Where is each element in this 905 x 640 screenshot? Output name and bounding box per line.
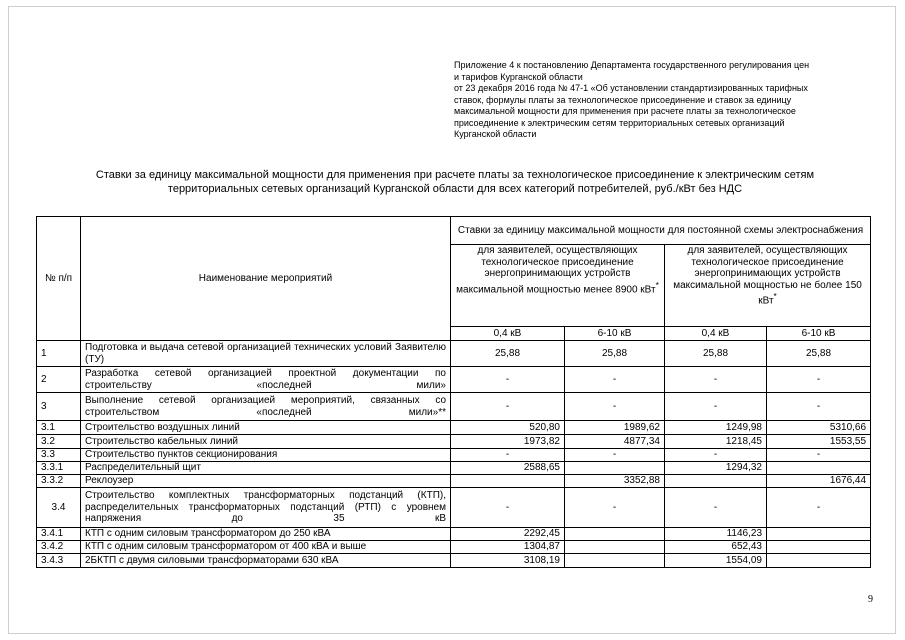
row-number: 3.2 [37, 435, 81, 449]
header-note [454, 60, 894, 141]
footnote-mark: * [773, 291, 777, 301]
rate-value: 520,80 [451, 421, 565, 435]
rate-value: 1973,82 [451, 435, 565, 449]
voltage-header: 6-10 кВ [565, 327, 665, 341]
voltage-header: 6-10 кВ [767, 327, 871, 341]
rate-value: 4877,34 [565, 435, 665, 449]
document-title-line: Ставки за единицу максимальной мощности для применения при расчете платы за технологическое присоединение к электрическим сетям [95, 169, 815, 181]
rate-value: 1554,09 [665, 554, 767, 568]
subheader-text: для заявителей, осуществляющих технологическое присоединение энергопринимающих устройств максимальной мощностью менее 8900 кВт [456, 245, 656, 295]
rate-value: 25,88 [665, 341, 767, 367]
row-number: 3.4.1 [37, 528, 81, 541]
rate-value: 652,43 [665, 541, 767, 554]
footnote-mark: * [655, 279, 659, 290]
rate-value [451, 475, 565, 488]
subheader-capacity-8900 [451, 245, 665, 327]
rate-value: - [451, 449, 565, 462]
rate-value: 25,88 [451, 341, 565, 367]
page-number: 9 [868, 594, 873, 605]
column-header-number: № п/п [37, 217, 81, 341]
rate-value: - [565, 367, 665, 393]
row-number: 3.3.1 [37, 462, 81, 475]
header-note-line: Курганской области [454, 129, 537, 139]
row-name: Выполнение сетевой организацией мероприятий, связанных со строительством «последней мили»** [81, 393, 451, 421]
header-note-line: ставок, формулы платы за технологическое присоединение и ставок за единицу [454, 94, 792, 105]
row-number: 2 [37, 367, 81, 393]
table-row [37, 462, 871, 475]
table-row [37, 488, 871, 528]
column-header-name: Наименование мероприятий [81, 217, 451, 341]
group-header: Ставки за единицу максимальной мощности для постоянной схемы электроснабжения [451, 217, 871, 245]
rate-value: - [665, 488, 767, 528]
row-number: 1 [37, 341, 81, 367]
rates-table [36, 216, 871, 568]
row-number: 3.4.2 [37, 541, 81, 554]
rate-value: 1989,62 [565, 421, 665, 435]
rate-value: - [767, 367, 871, 393]
row-name: Распределительный щит [81, 462, 451, 475]
rate-value: - [767, 393, 871, 421]
table-row [37, 528, 871, 541]
row-name: Строительство пунктов секционирования [81, 449, 451, 462]
row-name: КТП с одним силовым трансформатором до 250 кВА [81, 528, 451, 541]
table-row [37, 554, 871, 568]
rate-value: 1294,32 [665, 462, 767, 475]
table-row [37, 367, 871, 393]
rate-value: - [665, 393, 767, 421]
rate-value: - [451, 367, 565, 393]
table-row [37, 435, 871, 449]
row-number: 3.4 [37, 488, 81, 528]
rate-value: 1553,55 [767, 435, 871, 449]
rate-value: - [767, 488, 871, 528]
header-note-line: Приложение 4 к постановлению Департамента государственного регулирования цен [454, 60, 810, 70]
table-header-row [37, 217, 871, 245]
rate-value [767, 541, 871, 554]
row-number: 3.4.3 [37, 554, 81, 568]
row-name: Строительство кабельных линий [81, 435, 451, 449]
row-name: Строительство воздушных линий [81, 421, 451, 435]
table-row [37, 541, 871, 554]
voltage-header: 0,4 кВ [451, 327, 565, 341]
row-number: 3.3 [37, 449, 81, 462]
header-note-line: присоединение к электрическим сетям территориальных сетевых организаций [454, 117, 785, 128]
rate-value: 2292,45 [451, 528, 565, 541]
header-note-line: максимальной мощности для применения при расчете платы за технологическое [454, 106, 796, 116]
subheader-capacity-150 [665, 245, 871, 327]
document-title-line: территориальных сетевых организаций Курганской области для всех категорий потребителей, руб./кВт без НДС [167, 183, 743, 195]
rate-value [767, 462, 871, 475]
rate-value: 2588,65 [451, 462, 565, 475]
document-title [40, 168, 870, 196]
rate-value: - [665, 449, 767, 462]
rate-value: 1218,45 [665, 435, 767, 449]
rate-value [565, 462, 665, 475]
header-note-line: и тарифов Курганской области [454, 71, 583, 82]
rate-value [565, 541, 665, 554]
row-number: 3.3.2 [37, 475, 81, 488]
rate-value: 25,88 [565, 341, 665, 367]
row-name: Разработка сетевой организацией проектной документации по строительству «последней мили» [81, 367, 451, 393]
rate-value [767, 528, 871, 541]
row-number: 3 [37, 393, 81, 421]
row-name: Реклоузер [81, 475, 451, 488]
rate-value: - [665, 367, 767, 393]
subheader-text: для заявителей, осуществляющих технологическое присоединение энергопринимающих устройств максимальной мощностью не более 150 кВт [673, 245, 862, 307]
rate-value: 1249,98 [665, 421, 767, 435]
rate-value: - [451, 393, 565, 421]
rate-value: 3352,88 [565, 475, 665, 488]
table-row [37, 449, 871, 462]
rate-value [565, 554, 665, 568]
row-name: 2БКТП с двумя силовыми трансформаторами 630 кВА [81, 554, 451, 568]
table-row [37, 393, 871, 421]
table-row [37, 341, 871, 367]
rate-value: - [565, 393, 665, 421]
rate-value: 5310,66 [767, 421, 871, 435]
rate-value: - [451, 488, 565, 528]
voltage-header: 0,4 кВ [665, 327, 767, 341]
header-note-line: от 23 декабря 2016 года № 47-1 «Об установлении стандартизированных тарифных [454, 83, 808, 93]
rate-value [565, 528, 665, 541]
row-number: 3.1 [37, 421, 81, 435]
row-name: Подготовка и выдача сетевой организацией технических условий Заявителю (ТУ) [81, 341, 451, 367]
rate-value: - [565, 488, 665, 528]
rate-value: 3108,19 [451, 554, 565, 568]
rate-value: 25,88 [767, 341, 871, 367]
row-name: Строительство комплектных трансформаторных подстанций (КТП), распределительных трансформаторных подстанций (РТП) с уровнем напряжения до 35 кВ [81, 488, 451, 528]
rate-value: 1146,23 [665, 528, 767, 541]
rate-value: 1676,44 [767, 475, 871, 488]
rate-value [665, 475, 767, 488]
row-name: КТП с одним силовым трансформатором от 400 кВА и выше [81, 541, 451, 554]
table-row [37, 475, 871, 488]
rate-value: - [767, 449, 871, 462]
rate-value: - [565, 449, 665, 462]
table-row [37, 421, 871, 435]
rate-value [767, 554, 871, 568]
rate-value: 1304,87 [451, 541, 565, 554]
